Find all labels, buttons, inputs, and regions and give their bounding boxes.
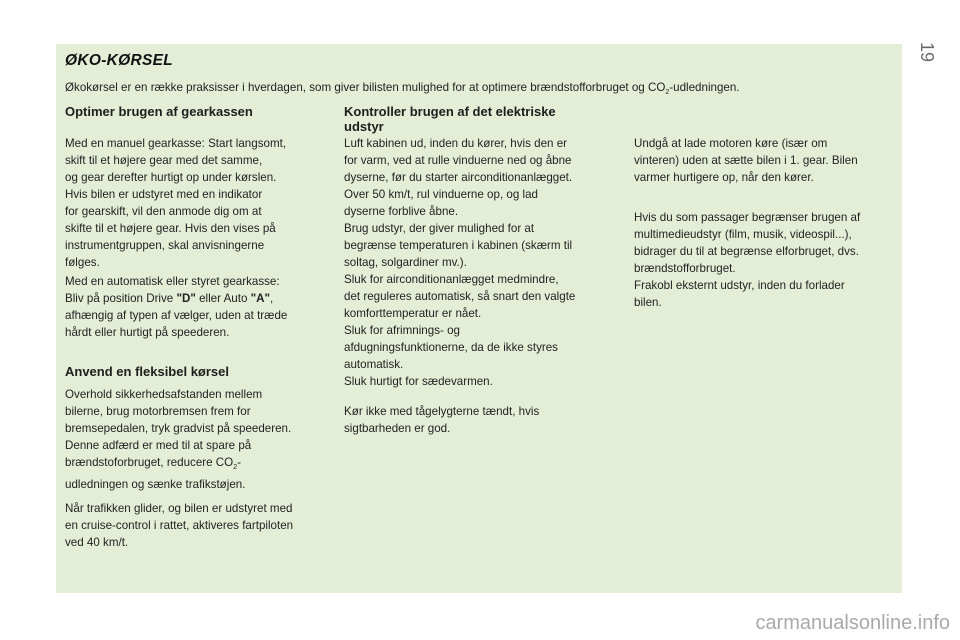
text-line: Hvis bilen er udstyret med en indikator	[65, 188, 263, 201]
text-line: Denne adfærd er med til at spare på	[65, 439, 252, 452]
text-line: dyserne, før du starter airconditionanlægget.	[344, 171, 573, 184]
text-line: multimedieudstyr (film, musik, videospil...),	[634, 228, 852, 241]
text-run: ,	[270, 292, 274, 305]
text-line: Når trafikken glider, og bilen er udstyret med	[65, 502, 293, 515]
text-line: Overhold sikkerhedsafstanden mellem	[65, 388, 263, 401]
heading-gearbox: Optimer brugen af gearkassen	[65, 104, 253, 119]
intro-text	[65, 80, 895, 101]
text-run: -	[237, 456, 241, 469]
text-line: Med en manuel gearkasse: Start langsomt,	[65, 137, 287, 150]
text-line: skifte til et højere gear. Hvis den vises på	[65, 222, 276, 235]
col1-para2	[65, 273, 335, 341]
text-line: dyserne forblive åbne.	[344, 205, 459, 218]
text-run: Bliv på position Drive	[65, 292, 177, 305]
text-line: Med en automatisk eller styret gearkasse:	[65, 275, 280, 288]
watermark: carmanualsonline.info	[755, 612, 950, 634]
text-line: følges.	[65, 256, 100, 269]
text-run: eller Auto	[195, 292, 251, 305]
text-line: udledningen og sænke trafikstøjen.	[65, 478, 246, 491]
text-line: Over 50 km/t, rul vinduerne op, og lad	[344, 188, 538, 201]
text-line: hårdt eller hurtigt på speederen.	[65, 326, 230, 339]
text-line: Kør ikke med tågelygterne tændt, hvis	[344, 405, 540, 418]
text-line: Luft kabinen ud, inden du kører, hvis den er	[344, 137, 567, 150]
text-line: ved 40 km/t.	[65, 536, 129, 549]
col2-heading	[344, 104, 614, 134]
text-line: komforttemperatur er nået.	[344, 307, 482, 320]
intro-end: -udledningen.	[669, 81, 740, 94]
auto-mode-label: "A"	[250, 292, 271, 305]
text-line: Brug udstyr, der giver mulighed for at	[344, 222, 535, 235]
text-line: bilerne, brug motorbremsen frem for	[65, 405, 251, 418]
text-line: det reguleres automatisk, så snart den valgte	[344, 290, 576, 303]
text-line: en cruise-control i rattet, aktiveres fartpiloten	[65, 519, 294, 532]
text-line: soltag, solgardiner mv.).	[344, 256, 467, 269]
text-line: Sluk for afrimnings- og	[344, 324, 460, 337]
text-line: Sluk hurtigt for sædevarmen.	[344, 375, 493, 388]
heading-electrical-cont: udstyr	[344, 119, 384, 134]
text-line: automatisk.	[344, 358, 404, 371]
text-line: bilen.	[634, 296, 662, 309]
text-line: skift til et højere gear med det samme,	[65, 154, 263, 167]
col1-para3	[65, 386, 335, 493]
heading-electrical: Kontroller brugen af det elektriske	[344, 104, 556, 119]
text-line: varmer hurtigere op, når den kører.	[634, 171, 814, 184]
text-line: instrumentgruppen, skal anvisningerne	[65, 239, 265, 252]
subscript: 2	[233, 464, 238, 471]
intro-sub: 2	[665, 89, 670, 96]
heading-flexible-driving: Anvend en fleksibel kørsel	[65, 364, 230, 379]
col3-para2	[634, 209, 894, 311]
text-line: bremsepedalen, tryk gradvist på speederen.	[65, 422, 292, 435]
text-line: sigtbarheden er god.	[344, 422, 451, 435]
text-line: afhængig af typen af vælger, uden at træde	[65, 309, 288, 322]
text-line: og gear derefter hurtigt op under kørslen.	[65, 171, 277, 184]
text-line: begrænse temperaturen i kabinen (skærm til	[344, 239, 573, 252]
col1-heading1	[65, 104, 335, 119]
text-line	[65, 454, 335, 476]
col2-para2	[344, 403, 614, 437]
text-line: Sluk for airconditionanlægget medmindre,	[344, 273, 559, 286]
text-line: bidrager du til at begrænse elforbruget, dvs.	[634, 245, 859, 258]
drive-mode-label: "D"	[176, 292, 196, 305]
intro-main: Økokørsel er en række praksisser i hverdagen, som giver bilisten mulighed for at optimere brændstofforbruget og CO	[65, 81, 666, 94]
text-line: Hvis du som passager begrænser brugen af	[634, 211, 861, 224]
text-line: Undgå at lade motoren køre (især om	[634, 137, 828, 150]
col2-para1	[344, 135, 614, 390]
text-line: for varm, ved at rulle vinduerne ned og åbne	[344, 154, 572, 167]
col1-para4	[65, 500, 335, 551]
page-title: ØKO-KØRSEL	[65, 52, 174, 69]
col3-para1	[634, 135, 894, 186]
text-line: afdugningsfunktionerne, da de ikke styres	[344, 341, 558, 354]
col1-para1	[65, 135, 335, 271]
col1-heading2	[65, 364, 335, 379]
text-line	[65, 290, 335, 307]
text-line: brændstofforbruget.	[634, 262, 736, 275]
text-line: for gearskift, vil den anmode dig om at	[65, 205, 262, 218]
text-run: brændstoforbruget, reducere CO	[65, 456, 234, 469]
text-line: Frakobl eksternt udstyr, inden du forlader	[634, 279, 845, 292]
text-line: vinteren) uden at sætte bilen i 1. gear. Bilen	[634, 154, 858, 167]
page-number: 19	[917, 41, 937, 63]
